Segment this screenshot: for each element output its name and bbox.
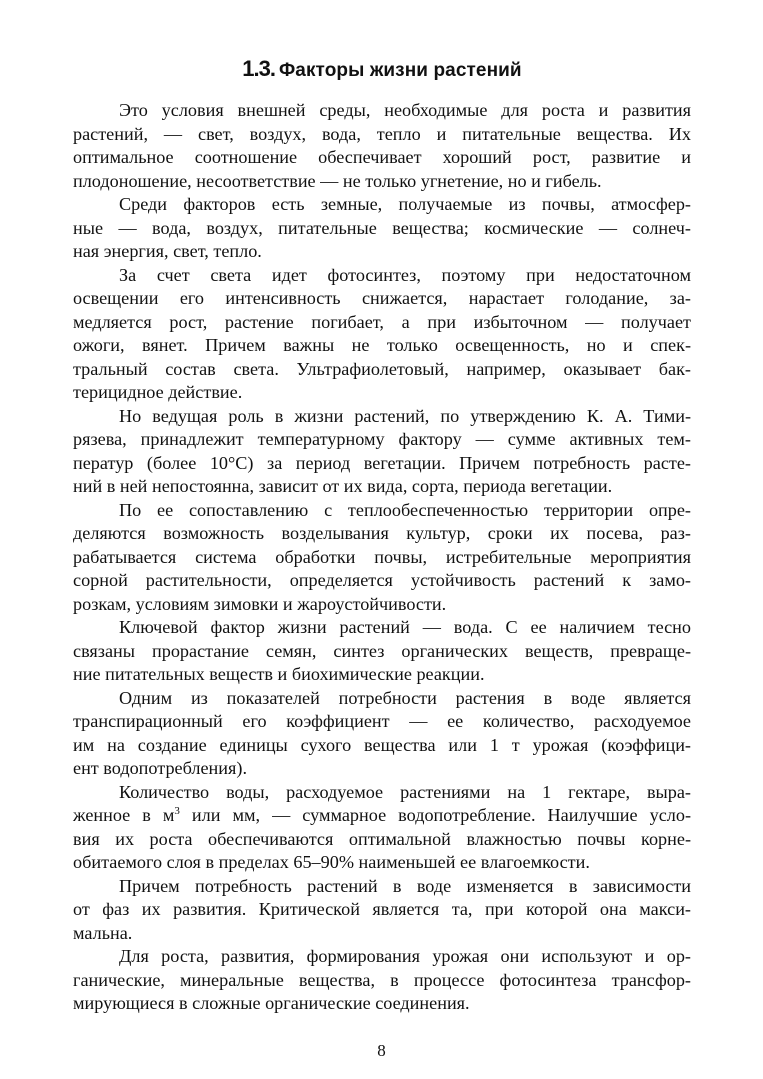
text-line: освещении его интенсивность снижается, нарастает голодание, за-: [73, 288, 691, 308]
paragraph: [73, 405, 691, 499]
paragraph: [73, 687, 691, 781]
text-line: По ее сопоставлению с теплообеспеченностью территории опре-: [119, 499, 691, 520]
section-title: Факторы жизни растений: [278, 60, 522, 81]
section-heading: [73, 56, 691, 84]
text-line: ная энергия, свет, тепло.: [73, 241, 262, 261]
text-line: от фаз их развития. Критической является та, при которой она макси-: [73, 899, 691, 919]
text-line: сорной растительности, определяется устойчивость растений к замо-: [73, 570, 691, 590]
text-line: мирующиеся в сложные органические соединения.: [73, 993, 470, 1013]
text-line: ные — вода, воздух, питательные вещества; космические — солнеч-: [73, 217, 691, 238]
text-line: оптимальное соотношение обеспечивает хороший рост, развитие и: [73, 147, 691, 167]
text-segment: или мм, — суммарное водопотребление. Наилучшие усло-: [191, 805, 691, 825]
text-line: медляется рост, растение погибает, а при избыточном — получает: [73, 311, 691, 332]
text-line: ние питательных веществ и биохимические реакции.: [73, 664, 485, 684]
text-line: Но ведущая роль в жизни растений, по утверждению К. А. Тими-: [119, 405, 691, 426]
page: [73, 56, 691, 1016]
text-line: За счет света идет фотосинтез, поэтому при недостаточном: [119, 264, 691, 285]
text-line: плодоношение, несоответствие — не только угнетение, но и гибель.: [73, 170, 602, 191]
text-line: ожоги, вянет. Причем важны не только освещенность, но и спек-: [73, 335, 691, 355]
text-line: растений, — свет, воздух, вода, тепло и питательные вещества. Их: [73, 123, 691, 144]
text-line: Среди факторов есть земные, получаемые из почвы, атмосфер-: [119, 194, 691, 214]
text-line: Ключевой фактор жизни растений — вода. С ее наличием тесно: [119, 617, 691, 637]
page-number: 8: [377, 1041, 386, 1060]
text-line: связаны прорастание семян, синтез органических веществ, превраще-: [73, 640, 691, 661]
paragraph: [73, 945, 691, 1016]
text-line: ент водопотребления).: [73, 758, 247, 778]
text-line: ганические, минеральные вещества, в процессе фотосинтеза трансфор-: [73, 969, 691, 990]
paragraph: [73, 875, 691, 946]
text-segment: женное в м: [73, 805, 175, 825]
text-line: обитаемого слоя в пределах 65–90% наименьшей ее влагоемкости.: [73, 852, 590, 872]
text-line: Это условия внешней среды, необходимые для роста и развития: [119, 100, 691, 120]
text-line: транспирационный его коэффициент — ее количество, расходуемое: [73, 711, 691, 731]
text-line: деляются возможность возделывания культур, сроки их посева, раз-: [73, 523, 691, 543]
text-line: Одним из показателей потребности растения в воде является: [119, 687, 691, 708]
superscript: 3: [174, 805, 180, 817]
paragraph: [73, 616, 691, 687]
text-line-with-superscript: [73, 804, 691, 828]
paragraph: [73, 264, 691, 405]
text-line: Причем потребность растений в воде изменяется в зависимости: [119, 875, 691, 896]
text-line: тральный состав света. Ультрафиолетовый, например, оказывает бак-: [73, 358, 691, 379]
section-number: 1.3.: [242, 56, 275, 81]
text-line: Для роста, развития, формирования урожая они используют и ор-: [119, 946, 691, 966]
text-line: рязева, принадлежит температурному фактору — сумме активных тем-: [73, 429, 691, 449]
text-line: вия их роста обеспечиваются оптимальной влажностью почвы корне-: [73, 828, 691, 849]
paragraph: [73, 99, 691, 193]
paragraph: [73, 499, 691, 617]
paragraph: [73, 781, 691, 875]
text-line: терицидное действие.: [73, 382, 243, 402]
text-line: им на создание единицы сухого вещества или 1 т урожая (коэффици-: [73, 734, 691, 755]
text-line: ператур (более 10°C) за период вегетации. Причем потребность расте-: [73, 452, 691, 473]
text-line: мальна.: [73, 922, 133, 943]
text-line: розкам, условиям зимовки и жароустойчивости.: [73, 593, 447, 614]
text-line: Количество воды, расходуемое растениями на 1 гектаре, выра-: [119, 781, 691, 802]
text-line: рабатывается система обработки почвы, истребительные мероприятия: [73, 546, 691, 567]
paragraph: [73, 193, 691, 264]
body-text: [73, 99, 691, 1016]
text-line: ний в ней непостоянна, зависит от их вида, сорта, периода вегетации.: [73, 476, 613, 496]
